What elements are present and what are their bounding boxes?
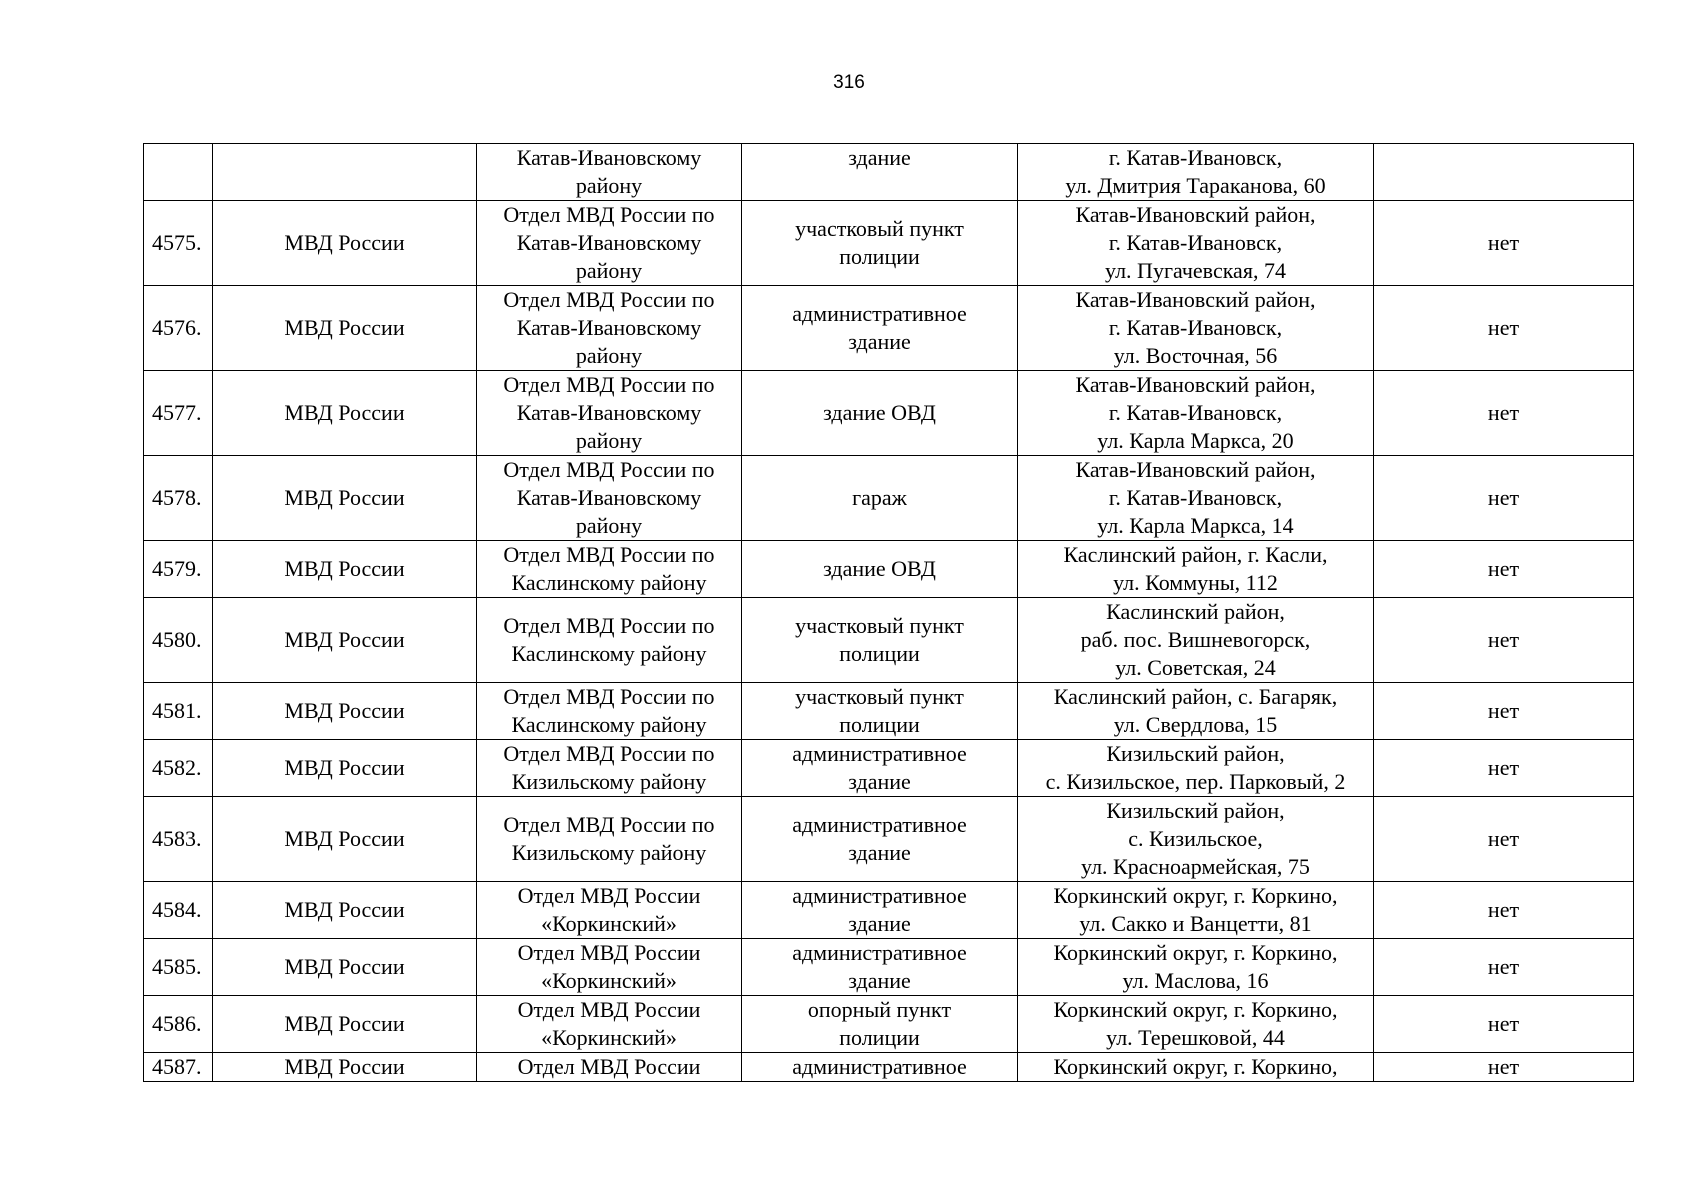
flag-cell: нет: [1374, 201, 1634, 286]
registry-table: [143, 143, 1634, 1082]
object-type-cell: опорный пункт полиции: [742, 996, 1018, 1053]
table-row: [144, 456, 1634, 541]
unit-cell: Отдел МВД России «Коркинский»: [477, 939, 742, 996]
row-number: 4581.: [144, 683, 213, 740]
table-row: [144, 996, 1634, 1053]
unit-cell: Отдел МВД России по Катав-Ивановскому району: [477, 371, 742, 456]
row-number: 4582.: [144, 740, 213, 797]
unit-cell: Отдел МВД России по Каслинскому району: [477, 541, 742, 598]
object-type-cell: административное здание: [742, 286, 1018, 371]
table-row: [144, 1053, 1634, 1082]
address-cell: Каслинский район, с. Багаряк, ул. Свердлова, 15: [1018, 683, 1374, 740]
table-row: [144, 882, 1634, 939]
row-number: 4586.: [144, 996, 213, 1053]
address-cell: Кизильский район, с. Кизильское, пер. Парковый, 2: [1018, 740, 1374, 797]
agency-cell: МВД России: [213, 541, 477, 598]
address-cell: Катав-Ивановский район, г. Катав-Ивановск, ул. Восточная, 56: [1018, 286, 1374, 371]
object-type-cell: здание ОВД: [742, 371, 1018, 456]
address-cell: Коркинский округ, г. Коркино, ул. Сакко и Ванцетти, 81: [1018, 882, 1374, 939]
flag-cell: нет: [1374, 371, 1634, 456]
unit-cell: Отдел МВД России по Катав-Ивановскому району: [477, 286, 742, 371]
unit-cell: Отдел МВД России по Каслинскому району: [477, 683, 742, 740]
agency-cell: МВД России: [213, 371, 477, 456]
unit-cell: Отдел МВД России: [477, 1053, 742, 1082]
row-number: 4578.: [144, 456, 213, 541]
agency-cell: МВД России: [213, 797, 477, 882]
flag-cell: нет: [1374, 286, 1634, 371]
row-number: 4580.: [144, 598, 213, 683]
row-number: 4583.: [144, 797, 213, 882]
flag-cell: нет: [1374, 598, 1634, 683]
agency-cell: МВД России: [213, 740, 477, 797]
address-cell: Катав-Ивановский район, г. Катав-Ивановск, ул. Карла Маркса, 14: [1018, 456, 1374, 541]
table-row: [144, 740, 1634, 797]
registry-table-body: [144, 144, 1634, 1082]
object-type-cell: административное здание: [742, 939, 1018, 996]
unit-cell: Отдел МВД России по Кизильскому району: [477, 740, 742, 797]
row-number: [144, 144, 213, 201]
unit-cell: Отдел МВД России по Каслинскому району: [477, 598, 742, 683]
row-number: 4579.: [144, 541, 213, 598]
agency-cell: МВД России: [213, 683, 477, 740]
agency-cell: МВД России: [213, 201, 477, 286]
address-cell: Кизильский район, с. Кизильское, ул. Красноармейская, 75: [1018, 797, 1374, 882]
row-number: 4575.: [144, 201, 213, 286]
flag-cell: нет: [1374, 541, 1634, 598]
address-cell: Катав-Ивановский район, г. Катав-Ивановск, ул. Карла Маркса, 20: [1018, 371, 1374, 456]
table-row: [144, 683, 1634, 740]
address-cell: г. Катав-Ивановск, ул. Дмитрия Тараканова, 60: [1018, 144, 1374, 201]
unit-cell: Отдел МВД России «Коркинский»: [477, 882, 742, 939]
object-type-cell: административное здание: [742, 740, 1018, 797]
table-row: [144, 144, 1634, 201]
object-type-cell: административное здание: [742, 797, 1018, 882]
agency-cell: МВД России: [213, 882, 477, 939]
row-number: 4587.: [144, 1053, 213, 1082]
object-type-cell: административное: [742, 1053, 1018, 1082]
flag-cell: [1374, 144, 1634, 201]
unit-cell: Отдел МВД России по Катав-Ивановскому району: [477, 456, 742, 541]
flag-cell: нет: [1374, 456, 1634, 541]
row-number: 4584.: [144, 882, 213, 939]
object-type-cell: участковый пункт полиции: [742, 683, 1018, 740]
object-type-cell: здание: [742, 144, 1018, 201]
flag-cell: нет: [1374, 939, 1634, 996]
table-row: [144, 598, 1634, 683]
agency-cell: МВД России: [213, 598, 477, 683]
agency-cell: МВД России: [213, 1053, 477, 1082]
address-cell: Каслинский район, раб. пос. Вишневогорск, ул. Советская, 24: [1018, 598, 1374, 683]
address-cell: Коркинский округ, г. Коркино, ул. Терешковой, 44: [1018, 996, 1374, 1053]
flag-cell: нет: [1374, 683, 1634, 740]
unit-cell: Отдел МВД России по Кизильскому району: [477, 797, 742, 882]
unit-cell: Отдел МВД России «Коркинский»: [477, 996, 742, 1053]
unit-cell: Катав-Ивановскому району: [477, 144, 742, 201]
flag-cell: нет: [1374, 797, 1634, 882]
page-number: 316: [833, 72, 865, 93]
object-type-cell: здание ОВД: [742, 541, 1018, 598]
table-row: [144, 939, 1634, 996]
row-number: 4577.: [144, 371, 213, 456]
table-row: [144, 797, 1634, 882]
object-type-cell: участковый пункт полиции: [742, 598, 1018, 683]
address-cell: Коркинский округ, г. Коркино,: [1018, 1053, 1374, 1082]
agency-cell: МВД России: [213, 996, 477, 1053]
table-row: [144, 286, 1634, 371]
agency-cell: МВД России: [213, 286, 477, 371]
flag-cell: нет: [1374, 1053, 1634, 1082]
object-type-cell: гараж: [742, 456, 1018, 541]
table-row: [144, 541, 1634, 598]
agency-cell: МВД России: [213, 456, 477, 541]
agency-cell: МВД России: [213, 939, 477, 996]
row-number: 4576.: [144, 286, 213, 371]
row-number: 4585.: [144, 939, 213, 996]
table-row: [144, 201, 1634, 286]
agency-cell: [213, 144, 477, 201]
object-type-cell: административное здание: [742, 882, 1018, 939]
flag-cell: нет: [1374, 996, 1634, 1053]
address-cell: Каслинский район, г. Касли, ул. Коммуны, 112: [1018, 541, 1374, 598]
unit-cell: Отдел МВД России по Катав-Ивановскому району: [477, 201, 742, 286]
table-row: [144, 371, 1634, 456]
address-cell: Коркинский округ, г. Коркино, ул. Маслова, 16: [1018, 939, 1374, 996]
flag-cell: нет: [1374, 740, 1634, 797]
object-type-cell: участковый пункт полиции: [742, 201, 1018, 286]
flag-cell: нет: [1374, 882, 1634, 939]
address-cell: Катав-Ивановский район, г. Катав-Ивановск, ул. Пугачевская, 74: [1018, 201, 1374, 286]
